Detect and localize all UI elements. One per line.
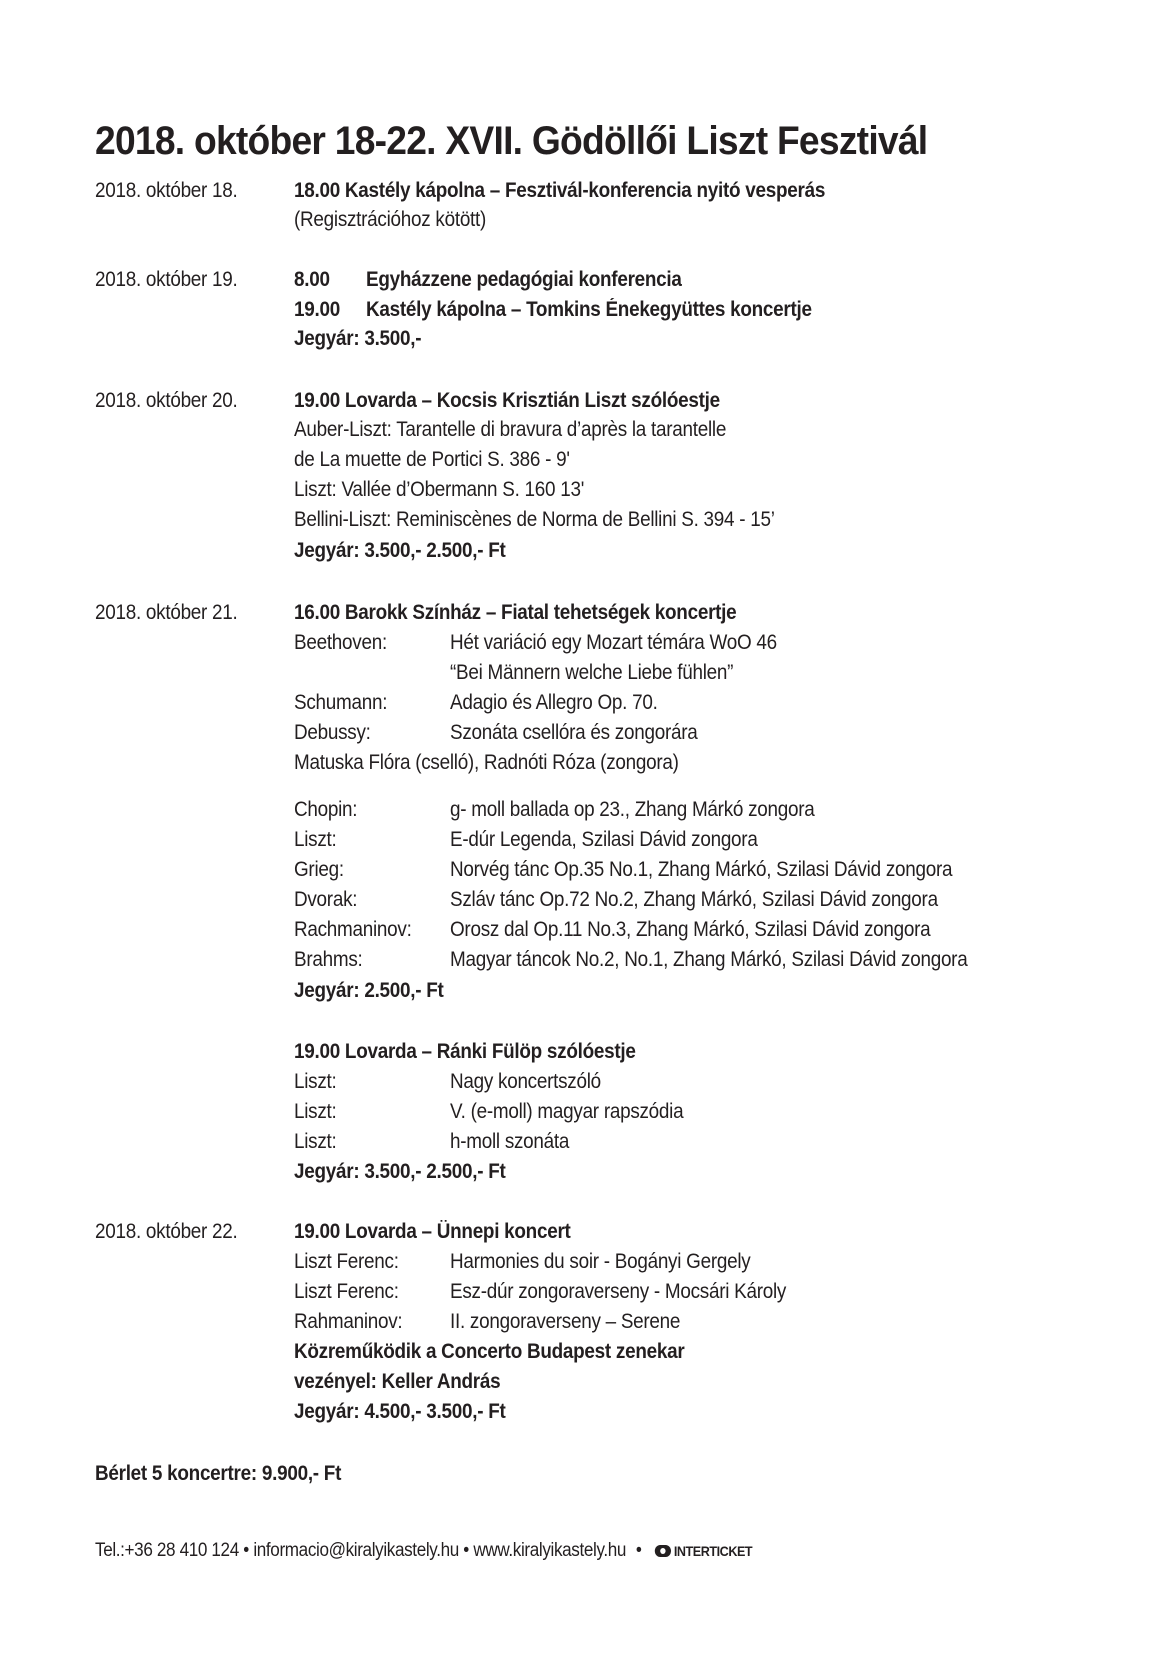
conductor: vezényel: Keller András: [294, 1370, 501, 1393]
separator: •: [635, 1540, 642, 1562]
event-note: (Regisztrációhoz kötött): [294, 208, 487, 231]
composer: Liszt:: [294, 1070, 337, 1093]
program-item: Liszt: Vallée d’Obermann S. 160 13': [294, 478, 585, 501]
website-link[interactable]: www.kiralyikastely.hu: [473, 1540, 627, 1562]
email-link[interactable]: informacio@kiralyikastely.hu: [253, 1540, 459, 1562]
composer: Liszt:: [294, 828, 337, 851]
composer: Chopin:: [294, 798, 358, 821]
event-heading: 19.00 Lovarda – Kocsis Krisztián Liszt szólóestje: [294, 389, 720, 412]
interticket-logo-text: INTERTICKET: [673, 1543, 753, 1559]
phone: Tel.:+36 28 410 124: [95, 1540, 239, 1562]
ticket-price: Jegyár: 4.500,- 3.500,- Ft: [294, 1400, 506, 1423]
program-item: de La muette de Portici S. 386 - 9': [294, 448, 570, 471]
composer: Dvorak:: [294, 888, 358, 911]
date-oct-22: 2018. október 22.: [95, 1220, 238, 1243]
interticket-logo-icon: [655, 1545, 671, 1557]
ticket-price: Jegyár: 2.500,- Ft: [294, 979, 444, 1002]
date-oct-18: 2018. október 18.: [95, 179, 238, 202]
ticket-price: Jegyár: 3.500,- 2.500,- Ft: [294, 1160, 506, 1183]
interticket-logo: [655, 1538, 752, 1564]
ticket-price: Jegyár: 3.500,-: [294, 327, 422, 350]
event-heading: 16.00 Barokk Színház – Fiatal tehetségek koncertje: [294, 601, 737, 624]
event-time: 8.00: [294, 268, 330, 291]
event-heading: Kastély kápolna – Tomkins Énekegyüttes koncertje: [366, 298, 812, 321]
event-heading: Egyházzene pedagógiai konferencia: [366, 268, 682, 291]
composer: Debussy:: [294, 721, 371, 744]
composer: Liszt:: [294, 1130, 337, 1153]
orchestra: Közreműködik a Concerto Budapest zenekar: [294, 1340, 685, 1363]
composer: Liszt:: [294, 1100, 337, 1123]
event-heading: 18.00 Kastély kápolna – Fesztivál-konferencia nyitó vesperás: [294, 179, 826, 202]
program-item: Auber-Liszt: Tarantelle di bravura d’après la tarantelle: [294, 418, 727, 441]
work: Szláv tánc Op.72 No.2, Zhang Márkó, Szilasi Dávid zongora: [450, 888, 938, 911]
composer: Rahmaninov:: [294, 1310, 403, 1333]
work: Harmonies du soir - Bogányi Gergely: [450, 1250, 751, 1273]
composer: Liszt Ferenc:: [294, 1280, 399, 1303]
work: Magyar táncok No.2, No.1, Zhang Márkó, Szilasi Dávid zongora: [450, 948, 968, 971]
work: Norvég tánc Op.35 No.1, Zhang Márkó, Szilasi Dávid zongora: [450, 858, 953, 881]
work: Esz-dúr zongoraverseny - Mocsári Károly: [450, 1280, 787, 1303]
composer: Schumann:: [294, 691, 388, 714]
program-item: Bellini-Liszt: Reminiscènes de Norma de Bellini S. 394 - 15’: [294, 508, 775, 531]
work: V. (e-moll) magyar rapszódia: [450, 1100, 684, 1123]
work: II. zongoraverseny – Serene: [450, 1310, 681, 1333]
work: Hét variáció egy Mozart témára WoO 46: [450, 631, 777, 654]
work: h-moll szonáta: [450, 1130, 570, 1153]
event-time: 19.00: [294, 298, 340, 321]
footer: [95, 1538, 752, 1564]
separator: •: [243, 1540, 249, 1562]
season-ticket: Bérlet 5 koncertre: 9.900,- Ft: [95, 1462, 342, 1485]
work: E-dúr Legenda, Szilasi Dávid zongora: [450, 828, 758, 851]
separator: •: [463, 1540, 469, 1562]
composer: Grieg:: [294, 858, 344, 881]
date-oct-20: 2018. október 20.: [95, 389, 238, 412]
work: Adagio és Allegro Op. 70.: [450, 691, 658, 714]
composer: Brahms:: [294, 948, 363, 971]
date-oct-21: 2018. október 21.: [95, 601, 238, 624]
ticket-price: Jegyár: 3.500,- 2.500,- Ft: [294, 539, 506, 562]
work: Nagy koncertszóló: [450, 1070, 601, 1093]
work: Orosz dal Op.11 No.3, Zhang Márkó, Szilasi Dávid zongora: [450, 918, 931, 941]
work: Szonáta csellóra és zongorára: [450, 721, 698, 744]
composer: Liszt Ferenc:: [294, 1250, 399, 1273]
event-heading: 19.00 Lovarda – Ünnepi koncert: [294, 1220, 571, 1243]
date-oct-19: 2018. október 19.: [95, 268, 238, 291]
composer: Rachmaninov:: [294, 918, 412, 941]
performers: Matuska Flóra (cselló), Radnóti Róza (zongora): [294, 751, 679, 774]
composer: Beethoven:: [294, 631, 387, 654]
work: “Bei Männern welche Liebe fühlen”: [450, 661, 734, 684]
event-heading: 19.00 Lovarda – Ránki Fülöp szólóestje: [294, 1040, 636, 1063]
work: g- moll ballada op 23., Zhang Márkó zongora: [450, 798, 815, 821]
page-title: 2018. október 18-22. XVII. Gödöllői Liszt Fesztivál: [95, 118, 928, 163]
